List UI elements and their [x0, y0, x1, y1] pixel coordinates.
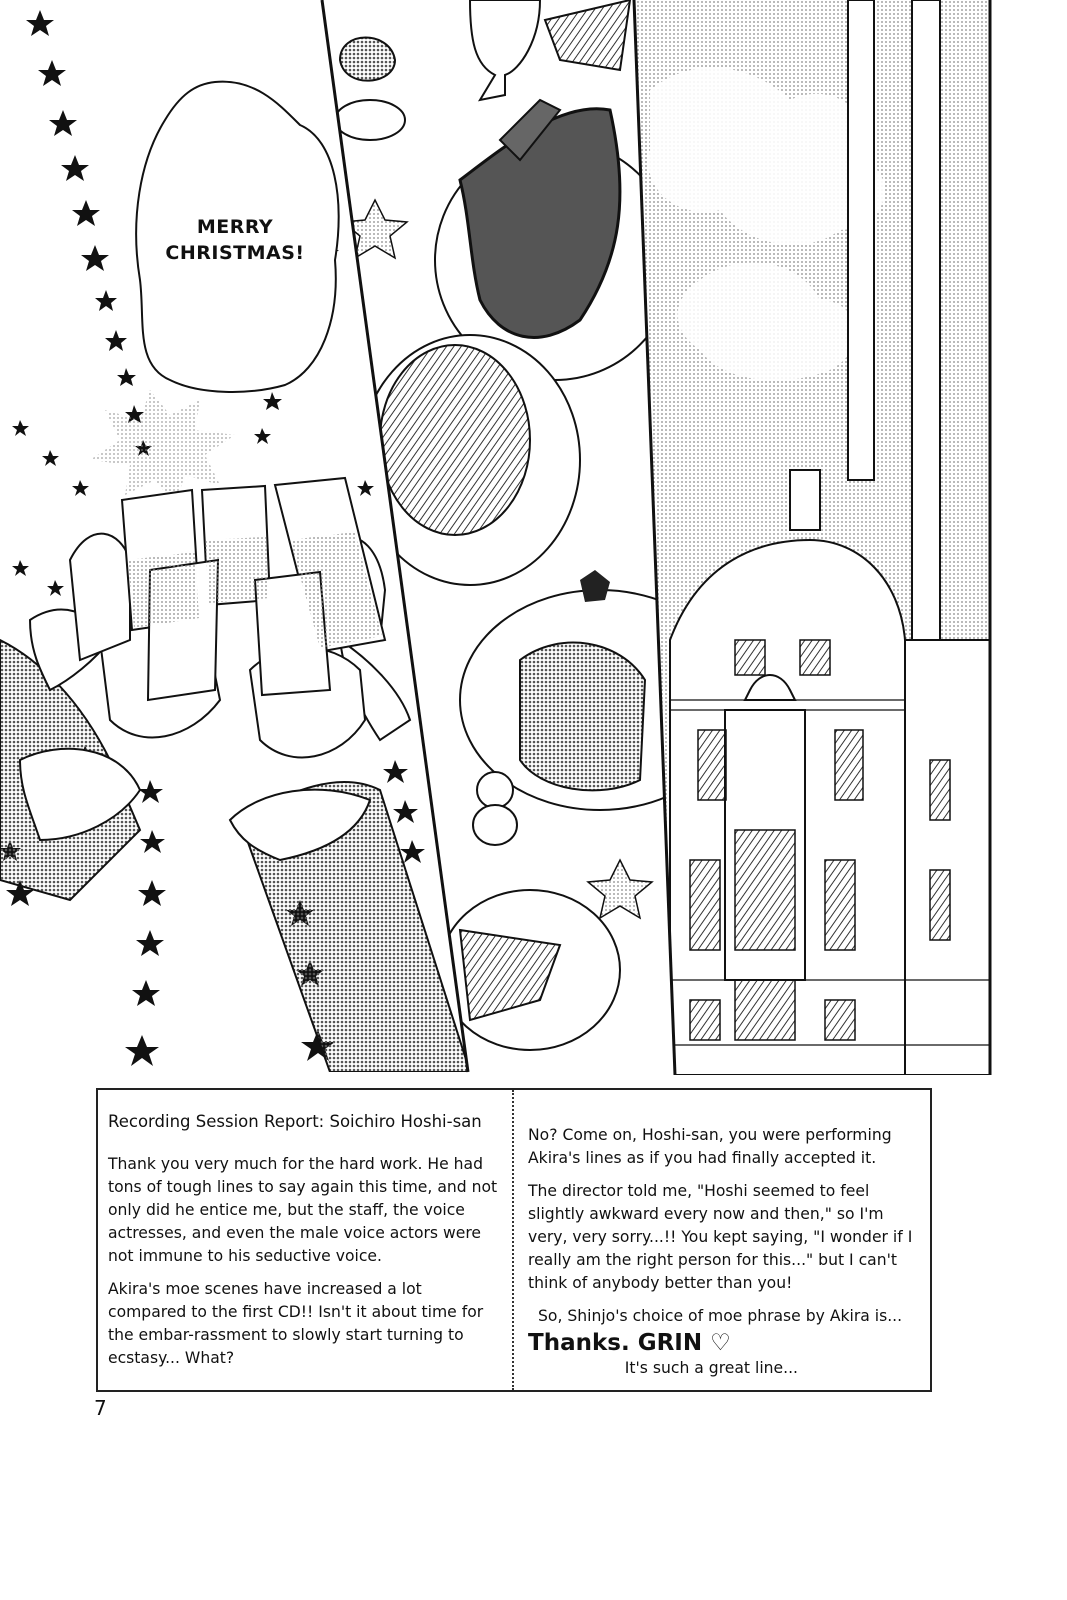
report-paragraph: Thank you very much for the hard work. He had tons of tough lines to say again this time, and not only did he entice me, but the staff, the voice actresses, and even the male voice actors were not immune to his seductive voice. [108, 1155, 498, 1265]
recording-report-box [96, 1088, 932, 1392]
choice-intro: So, Shinjo's choice of moe phrase by Akira is... [538, 1307, 903, 1325]
closing-remark: It's such a great line... [624, 1359, 798, 1377]
report-title: Recording Session Report: Soichiro Hoshi-san [108, 1112, 482, 1131]
report-paragraph: No? Come on, Hoshi-san, you were performing Akira's lines as if you had finally accepted it. [528, 1126, 892, 1167]
report-left-column [98, 1090, 512, 1390]
speech-bubble-text: MERRY CHRISTMAS! [165, 216, 305, 264]
mansion-panel [630, 0, 1000, 1080]
report-paragraph: The director told me, "Hoshi seemed to feel slightly awkward every now and then," so I'm very, very sorry...!! You kept saying, "I wonder if I really am the right person for this..." but I can't think of anybody better than you! [528, 1182, 913, 1292]
moe-phrase: Thanks. GRIN ♡ [528, 1330, 731, 1356]
report-right-column [512, 1090, 930, 1390]
report-paragraph: Akira's moe scenes have increased a lot compared to the first CD!! Isn't it about time for the embar-rassment to slowly start turning to ecstasy... What? [108, 1280, 484, 1367]
page-number: 7 [94, 1396, 107, 1420]
